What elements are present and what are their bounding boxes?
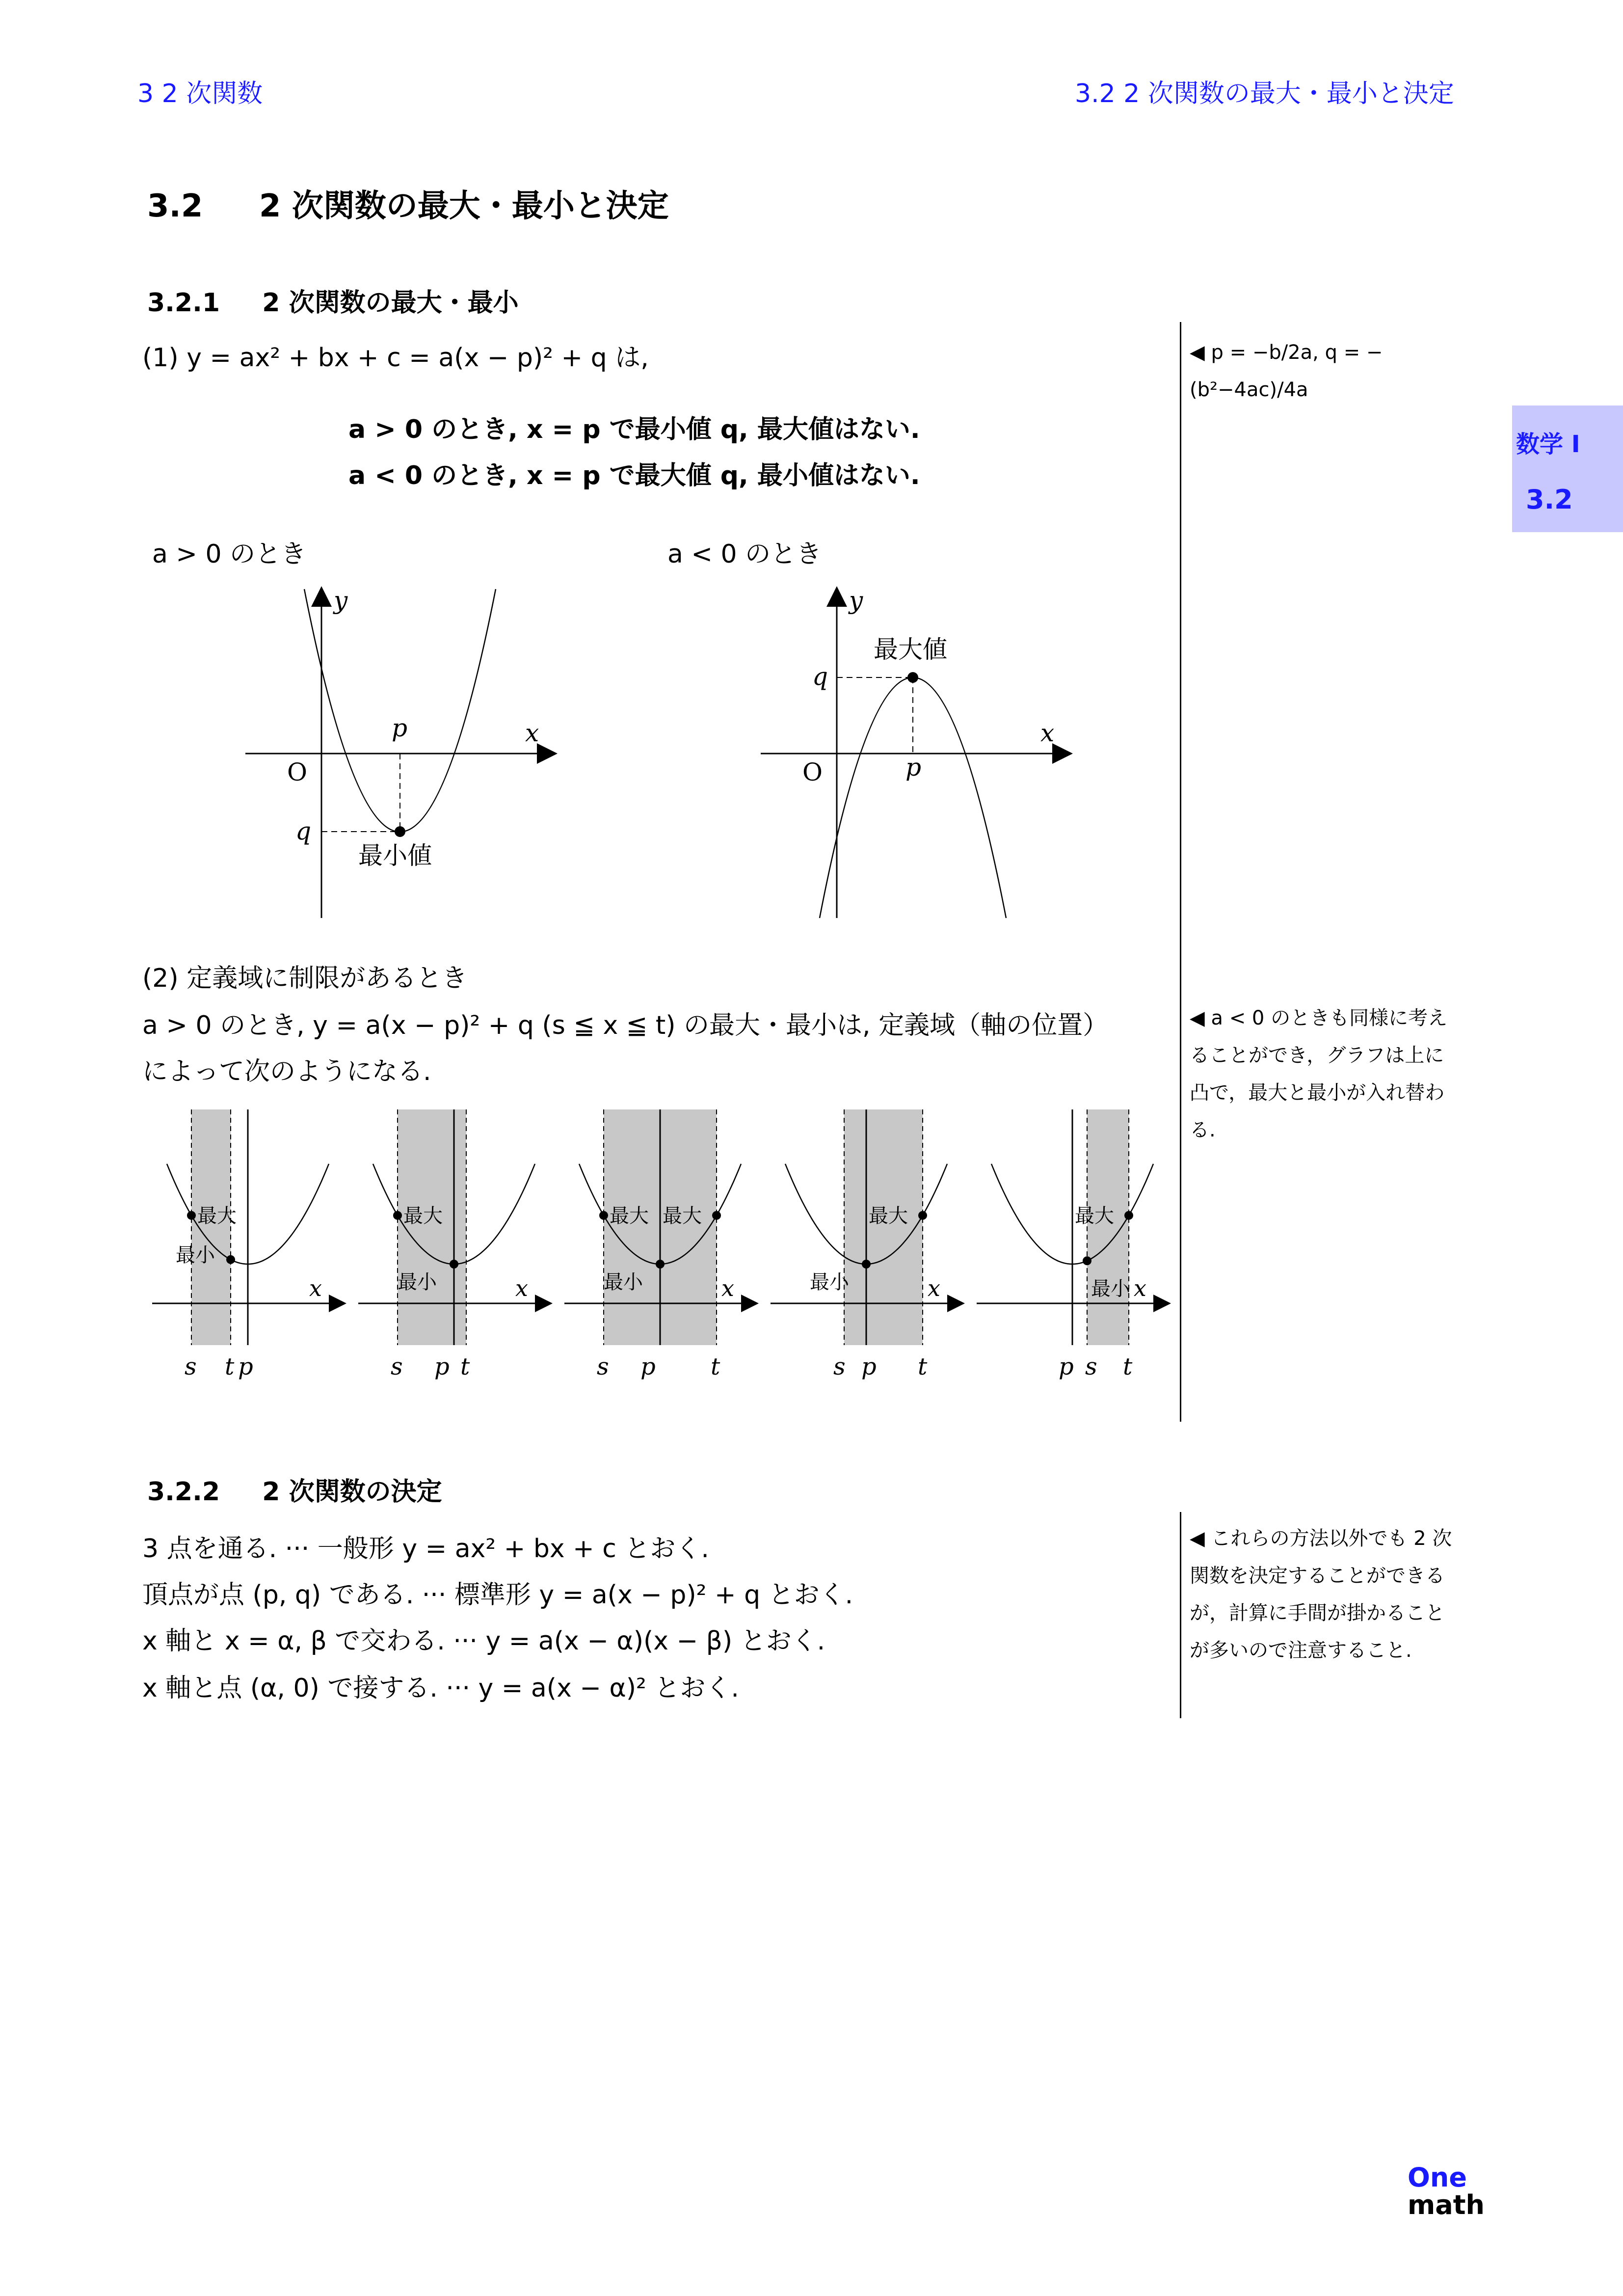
determination-line-1: 3 点を通る. ··· 一般形 y = ax² + bx + c とおく.: [142, 1534, 709, 1564]
subsection-1-text: 2 次関数の最大・最小: [262, 288, 519, 318]
max-point-s-1: [187, 1211, 196, 1220]
min-label-2: 最小: [398, 1271, 437, 1294]
min-label-5: 最小: [1091, 1277, 1130, 1300]
p-label-5: p: [1059, 1353, 1074, 1380]
x-label: x: [1040, 719, 1055, 747]
case-positive: a > 0 のとき, x = p で最小値 q, 最大値はない.: [348, 415, 920, 444]
determination-line-3: x 軸と x = α, β で交わる. ··· y = a(x − α)(x − β) とおく.: [142, 1626, 825, 1656]
domain-cases-graphs: [147, 1109, 1183, 1384]
item2-line1: a > 0 のとき, y = a(x − p)² + q (s ≦ x ≦ t) の最大・最小は, 定義域（軸の位置）: [142, 1011, 1109, 1040]
header-section: 3.2 2 次関数の最大・最小と決定: [1075, 79, 1454, 108]
max-label-s-1: 最大: [197, 1204, 237, 1227]
item1-formula: (1) y = ax² + bx + c = a(x − p)² + q は,: [142, 343, 649, 373]
x-label-4: x: [928, 1275, 940, 1301]
p-label-1: p: [238, 1353, 253, 1380]
t-label-1: t: [225, 1353, 235, 1380]
margin-rule-2: [1180, 1512, 1181, 1718]
min-point-3: [656, 1260, 665, 1269]
p-label: p: [905, 753, 922, 782]
x-label-5: x: [1134, 1275, 1146, 1301]
max-point-t-5: [1124, 1211, 1133, 1220]
max-label-t-3: 最大: [663, 1204, 702, 1227]
max-label-s-3: 最大: [610, 1204, 649, 1227]
section-number: 3.2: [147, 188, 203, 224]
t-label-3: t: [711, 1353, 720, 1380]
p-label-4: p: [861, 1353, 877, 1380]
max-point-t-3: [712, 1211, 721, 1220]
min-value-label: 最小値: [358, 841, 432, 870]
subsection-1-title: [147, 282, 519, 319]
graph-label-negative: a < 0 のとき: [667, 540, 822, 569]
note-pq: ◀ p = −b/2a, q = −(b²−4ac)/4a: [1190, 341, 1383, 401]
domain-shade-2: [398, 1109, 466, 1345]
s-label-5: s: [1085, 1353, 1097, 1380]
min-point-1: [226, 1255, 235, 1264]
min-label-3: 最小: [604, 1271, 643, 1294]
origin-label: O: [802, 758, 823, 786]
p-label-2: p: [434, 1353, 450, 1380]
max-point-s-2: [393, 1211, 402, 1220]
s-label-1: s: [185, 1353, 197, 1380]
max-point-t-4: [918, 1211, 927, 1220]
item2-line2: によって次のようになる.: [142, 1057, 431, 1086]
graph-label-positive: a > 0 のとき: [152, 540, 307, 569]
origin-label: O: [287, 758, 307, 786]
min-point-4: [862, 1260, 871, 1269]
parabola-curve: [820, 677, 1006, 918]
t-label-4: t: [918, 1353, 928, 1380]
subsection-2-number: 3.2.2: [147, 1477, 220, 1507]
p-label: p: [392, 714, 408, 742]
section-title: [147, 181, 669, 226]
note-concave: ◀ a < 0 のときも同様に考え ることができ，グラフは上に 凸で，最大と最小が入れ替わ る.: [1190, 1007, 1448, 1141]
x-label-2: x: [515, 1275, 528, 1301]
domain-shade-4: [844, 1109, 923, 1345]
subsection-2-text: 2 次関数の決定: [262, 1477, 442, 1507]
determination-line-2: 頂点が点 (p, q) である. ··· 標準形 y = a(x − p)² + q とおく.: [142, 1580, 853, 1610]
y-label: y: [334, 586, 348, 615]
vertex-point: [395, 826, 405, 837]
graph-downward-parabola: [751, 579, 1085, 923]
y-label: y: [849, 586, 863, 615]
side-tab: [1512, 405, 1623, 532]
case-negative: a < 0 のとき, x = p で最大値 q, 最小値はない.: [348, 461, 920, 490]
t-label-5: t: [1123, 1353, 1133, 1380]
min-label-1: 最小: [176, 1243, 215, 1267]
side-tab-section: 3.2: [1526, 484, 1573, 515]
min-label-4: 最小: [810, 1271, 849, 1294]
s-label-3: s: [597, 1353, 609, 1380]
header-chapter: 3 2 次関数: [137, 79, 263, 108]
determination-line-4: x 軸と点 (α, 0) で接する. ··· y = a(x − α)² とおく.: [142, 1674, 739, 1703]
q-label: q: [812, 662, 828, 691]
vertex-point: [907, 672, 918, 683]
onemath-logo: One math: [1408, 2162, 1485, 2220]
section-title-text: 2 次関数の最大・最小と決定: [259, 188, 669, 224]
p-label-3: p: [640, 1353, 656, 1380]
domain-shade-5: [1087, 1109, 1129, 1345]
s-label-4: s: [833, 1353, 846, 1380]
domain-shade-1: [191, 1109, 231, 1345]
item2-title: (2) 定義域に制限があるとき: [142, 964, 468, 993]
s-label-2: s: [391, 1353, 403, 1380]
side-tab-subject: 数学 I: [1516, 431, 1580, 458]
min-point-5: [1083, 1256, 1091, 1265]
q-label: q: [295, 817, 312, 845]
graph-upward-parabola: [236, 579, 569, 923]
min-point-2: [450, 1260, 458, 1269]
x-label-1: x: [309, 1275, 322, 1301]
subsection-1-number: 3.2.1: [147, 288, 220, 318]
subsection-2-title: [147, 1471, 442, 1508]
max-value-label: 最大値: [874, 635, 947, 664]
t-label-2: t: [460, 1353, 470, 1380]
note-methods: ◀ これらの方法以外でも 2 次 関数を決定することができる が，計算に手間が掛かること が多いので注意すること.: [1190, 1527, 1452, 1662]
x-label-3: x: [721, 1275, 734, 1301]
max-label-s-2: 最大: [403, 1204, 443, 1227]
x-label: x: [525, 719, 539, 747]
max-label-t-4: 最大: [869, 1204, 908, 1227]
max-point-s-3: [599, 1211, 608, 1220]
max-label-t-5: 最大: [1075, 1204, 1114, 1227]
